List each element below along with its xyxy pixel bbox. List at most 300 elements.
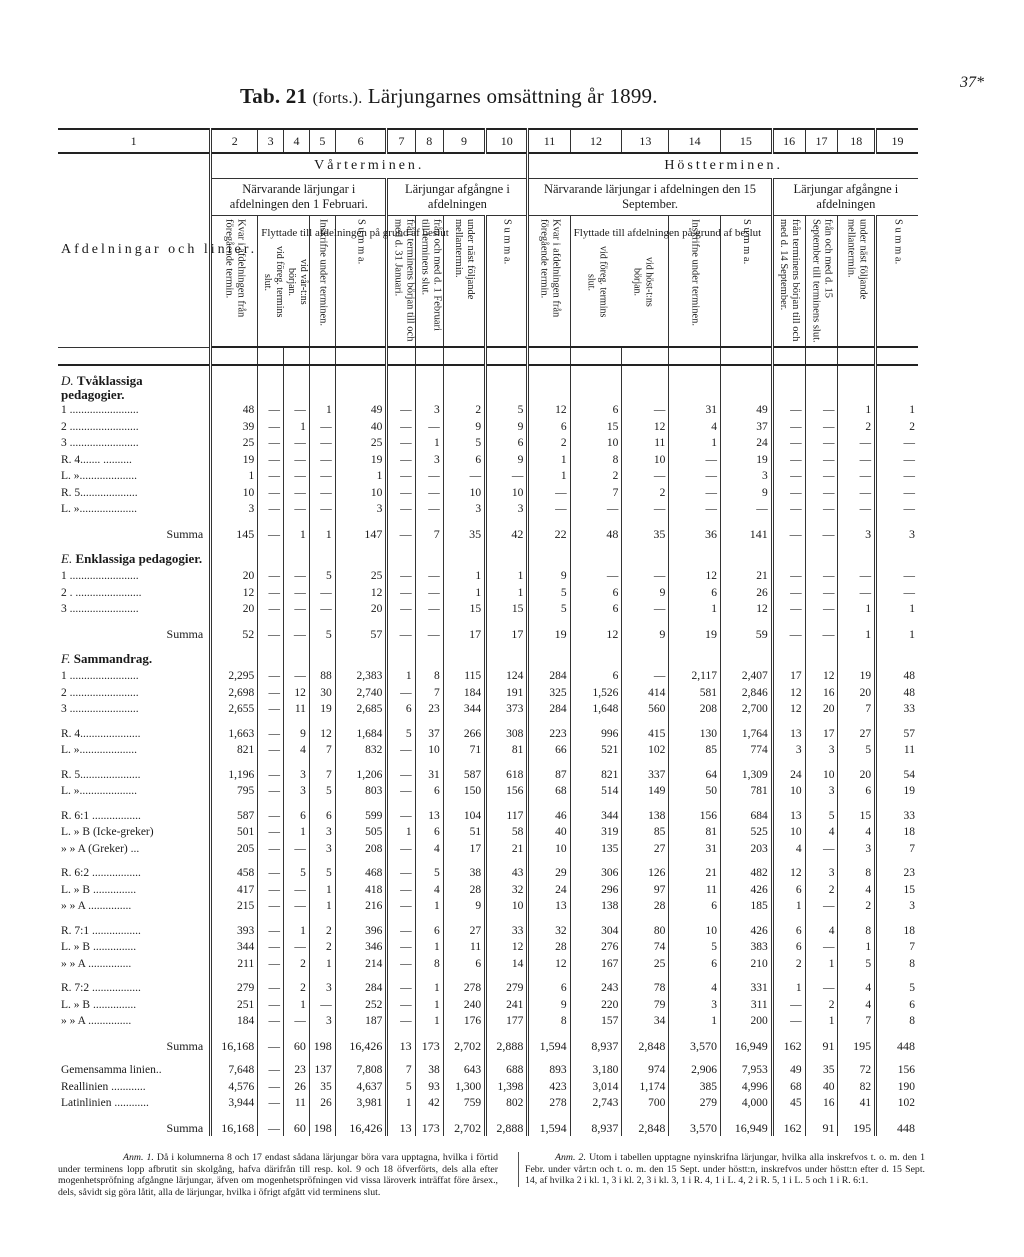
column-header-text: vid höst-t:ns början. xyxy=(631,257,655,307)
footnote-2-text: Utom i tabellen upptagne nyinskrifna lärjungar, hvilka alla inskrefvos t. o. m. den 1 Febr. under vårt:n och t. o. m. den 15 Sept. under höstt:n, inskrefvos under höstt:n efter d. 15 Sept. 14, af hvilka 2 i kl. 1, 3 i kl. 2, 3 i kl. 3, 1 i R. 4, 1 i L. 4, 2 i R. 5, 1 i L. 5 och 1 i R. 6:1. xyxy=(525,1152,925,1186)
spacer xyxy=(415,518,443,526)
column-header-text: S u m m a. xyxy=(892,219,904,265)
value-cell: 85 xyxy=(622,824,669,841)
spacer xyxy=(387,800,415,808)
value-cell: 51 xyxy=(443,824,485,841)
value-cell: — xyxy=(309,601,335,618)
value-cell: 173 xyxy=(415,1038,443,1055)
column-header xyxy=(387,216,415,348)
spacer xyxy=(387,1030,415,1038)
value-cell: 24 xyxy=(772,767,805,784)
value-cell: 200 xyxy=(721,1013,773,1030)
value-cell: — xyxy=(387,865,415,882)
value-cell: 521 xyxy=(570,742,622,759)
spacer xyxy=(486,759,528,767)
value-cell: 185 xyxy=(721,898,773,915)
value-cell: 78 xyxy=(622,980,669,997)
value-cell: 5 xyxy=(309,783,335,800)
spacer xyxy=(387,518,415,526)
value-cell: 774 xyxy=(721,742,773,759)
row-label: R. 7:2 ................. xyxy=(61,982,141,995)
column-header-text: vid vår-t:ns början. xyxy=(286,259,310,305)
value-cell: 482 xyxy=(721,865,773,882)
value-cell: 3,981 xyxy=(335,1095,387,1112)
spacer xyxy=(486,542,528,568)
value-cell: 3 xyxy=(876,898,918,915)
value-cell: — xyxy=(387,568,415,585)
value-cell: 3 xyxy=(309,824,335,841)
section-letter: E. xyxy=(61,551,73,566)
row-label: L. » B ............... xyxy=(61,998,137,1011)
spacer xyxy=(258,759,284,767)
spacer xyxy=(838,618,876,626)
value-cell: 6 xyxy=(528,980,570,997)
spacer xyxy=(838,972,876,980)
spacer xyxy=(58,1030,211,1038)
value-cell: 415 xyxy=(622,726,669,743)
row-label: » » A ............... xyxy=(61,900,132,913)
spacer xyxy=(721,718,773,726)
table-row xyxy=(58,808,918,825)
value-cell: 43 xyxy=(486,865,528,882)
value-cell: 210 xyxy=(721,956,773,973)
value-cell: — xyxy=(284,585,310,602)
value-cell: — xyxy=(622,468,669,485)
value-cell: 4 xyxy=(415,882,443,899)
spacer xyxy=(838,915,876,923)
value-cell: 74 xyxy=(622,939,669,956)
column-number: 12 xyxy=(570,129,622,153)
column-number: 16 xyxy=(772,129,805,153)
value-cell: 4,000 xyxy=(721,1095,773,1112)
value-cell: — xyxy=(669,452,721,469)
value-cell: 3 xyxy=(838,841,876,858)
value-cell: 587 xyxy=(211,808,258,825)
value-cell: 49 xyxy=(721,402,773,419)
spacer xyxy=(528,759,570,767)
value-cell: 331 xyxy=(721,980,773,997)
spacer xyxy=(415,915,443,923)
value-cell: — xyxy=(284,568,310,585)
value-cell: 2 xyxy=(622,485,669,502)
value-cell: 6 xyxy=(669,585,721,602)
value-cell: — xyxy=(622,668,669,685)
value-cell: 1 xyxy=(443,568,485,585)
spacer xyxy=(211,618,258,626)
value-cell: — xyxy=(805,435,838,452)
row-label: R. 6:1 ................. xyxy=(61,809,141,822)
row-label: Latinlinien ............ xyxy=(61,1097,149,1110)
value-cell: 373 xyxy=(486,701,528,718)
value-cell: 2 xyxy=(805,997,838,1014)
spacer xyxy=(721,1030,773,1038)
spacer xyxy=(622,1054,669,1062)
page-title xyxy=(240,84,658,109)
value-cell: 6 xyxy=(876,997,918,1014)
value-cell: 1,684 xyxy=(335,726,387,743)
value-cell: 3 xyxy=(721,468,773,485)
row-label: R. 6:2 ................. xyxy=(61,867,141,880)
value-cell: — xyxy=(258,767,284,784)
value-cell: 1 xyxy=(211,468,258,485)
value-cell: 20 xyxy=(838,685,876,702)
value-cell: 346 xyxy=(335,939,387,956)
spacer xyxy=(258,542,284,568)
value-cell: 344 xyxy=(443,701,485,718)
column-header-text: vid föreg. termins slut. xyxy=(262,246,286,318)
value-cell: 6 xyxy=(415,824,443,841)
value-cell: 9 xyxy=(721,485,773,502)
row-label: L. ».................... xyxy=(61,503,138,516)
value-cell: 25 xyxy=(622,956,669,973)
value-cell: — xyxy=(258,882,284,899)
value-cell: — xyxy=(838,485,876,502)
value-cell: 426 xyxy=(721,923,773,940)
section-heading-row xyxy=(58,642,918,668)
value-cell: — xyxy=(284,841,310,858)
value-cell: 241 xyxy=(486,997,528,1014)
value-cell: 5 xyxy=(387,726,415,743)
spacer xyxy=(211,1030,258,1038)
sub-header xyxy=(387,347,415,365)
value-cell: 1 xyxy=(284,526,310,543)
value-cell: — xyxy=(258,1095,284,1112)
value-cell: — xyxy=(387,939,415,956)
value-cell: 54 xyxy=(876,767,918,784)
value-cell: 1 xyxy=(669,601,721,618)
column-header-text: vid föreg. termins slut. xyxy=(585,246,609,318)
value-cell: 35 xyxy=(309,1079,335,1096)
spacer xyxy=(211,365,258,402)
table-row xyxy=(58,939,918,956)
row-label: 3 ........................ xyxy=(61,603,139,616)
spacer xyxy=(58,759,211,767)
value-cell: 448 xyxy=(876,1120,918,1137)
value-cell: 19 xyxy=(669,626,721,643)
value-cell: 68 xyxy=(528,783,570,800)
value-cell: 2,743 xyxy=(570,1095,622,1112)
spacer xyxy=(486,618,528,626)
value-cell: 418 xyxy=(335,882,387,899)
spacer xyxy=(838,365,876,402)
value-cell: — xyxy=(309,501,335,518)
value-cell: 18 xyxy=(876,923,918,940)
spacer xyxy=(58,972,211,980)
spacer xyxy=(309,857,335,865)
spacer-row xyxy=(58,759,918,767)
column-header xyxy=(211,216,258,348)
row-label: R. 4..................... xyxy=(61,727,141,740)
value-cell: 203 xyxy=(721,841,773,858)
value-cell: 2,655 xyxy=(211,701,258,718)
value-cell: — xyxy=(415,585,443,602)
spacer xyxy=(805,1030,838,1038)
spacer xyxy=(387,365,415,402)
spacer xyxy=(211,972,258,980)
value-cell: 156 xyxy=(876,1062,918,1079)
value-cell: 15 xyxy=(876,882,918,899)
value-cell: 208 xyxy=(669,701,721,718)
value-cell: — xyxy=(772,501,805,518)
value-cell: — xyxy=(622,402,669,419)
value-cell: 501 xyxy=(211,824,258,841)
value-cell: 1 xyxy=(838,939,876,956)
value-cell: 26 xyxy=(309,1095,335,1112)
spacer xyxy=(309,800,335,808)
spacer xyxy=(443,1054,485,1062)
spacer xyxy=(772,365,805,402)
value-cell: — xyxy=(772,402,805,419)
spacer xyxy=(772,718,805,726)
value-cell: — xyxy=(876,585,918,602)
value-cell: 16,949 xyxy=(721,1120,773,1137)
spacer xyxy=(669,618,721,626)
value-cell: 5 xyxy=(669,939,721,956)
value-cell: 40 xyxy=(805,1079,838,1096)
sub-header xyxy=(284,347,310,365)
value-cell: 6 xyxy=(570,585,622,602)
spacer xyxy=(772,1030,805,1038)
spacer xyxy=(486,365,528,402)
spacer xyxy=(486,915,528,923)
spring-term-header: Vårterminen. xyxy=(211,153,528,179)
spacer xyxy=(622,365,669,402)
value-cell: 85 xyxy=(669,742,721,759)
value-cell: 19 xyxy=(721,452,773,469)
value-cell: 1,300 xyxy=(443,1079,485,1096)
spacer xyxy=(570,618,622,626)
value-cell: — xyxy=(387,485,415,502)
value-cell: 8 xyxy=(528,1013,570,1030)
value-cell: 20 xyxy=(211,601,258,618)
value-cell: — xyxy=(622,601,669,618)
column-header-text: Inskrifne under terminen. xyxy=(317,219,329,327)
spacer xyxy=(415,642,443,668)
value-cell: 18 xyxy=(876,824,918,841)
column-header-text: Kvar i afdelningen från föregående termin. xyxy=(223,219,247,318)
value-cell: — xyxy=(284,468,310,485)
spacer xyxy=(309,718,335,726)
value-cell: — xyxy=(387,452,415,469)
value-cell: 12 xyxy=(570,626,622,643)
value-cell: 220 xyxy=(570,997,622,1014)
spacer xyxy=(772,618,805,626)
value-cell: 12 xyxy=(528,956,570,973)
value-cell: 795 xyxy=(211,783,258,800)
value-cell: 52 xyxy=(211,626,258,643)
spacer xyxy=(443,759,485,767)
value-cell: 16 xyxy=(805,685,838,702)
value-cell: 4,576 xyxy=(211,1079,258,1096)
value-cell: 16,426 xyxy=(335,1120,387,1137)
value-cell: 2 xyxy=(570,468,622,485)
value-cell: 7,953 xyxy=(721,1062,773,1079)
value-cell: — xyxy=(284,898,310,915)
value-cell: 93 xyxy=(415,1079,443,1096)
value-cell: — xyxy=(772,1013,805,1030)
value-cell: — xyxy=(387,435,415,452)
value-cell: 9 xyxy=(622,585,669,602)
spacer xyxy=(309,542,335,568)
value-cell: — xyxy=(415,468,443,485)
spacer xyxy=(443,857,485,865)
value-cell: 3 xyxy=(284,783,310,800)
column-header-text: S u m m a. xyxy=(740,219,752,265)
value-cell: 319 xyxy=(570,824,622,841)
value-cell: — xyxy=(387,501,415,518)
column-header xyxy=(528,216,570,348)
value-cell: 5 xyxy=(838,742,876,759)
spacer xyxy=(876,618,918,626)
value-cell: — xyxy=(387,956,415,973)
sub-header xyxy=(415,347,443,365)
table-row xyxy=(58,841,918,858)
spacer xyxy=(258,915,284,923)
value-cell: 17 xyxy=(443,626,485,643)
value-cell: — xyxy=(838,568,876,585)
value-cell: — xyxy=(876,485,918,502)
spacer xyxy=(805,718,838,726)
value-cell: 505 xyxy=(335,824,387,841)
value-cell: 15 xyxy=(486,601,528,618)
column-number: 1 xyxy=(58,129,211,153)
spacer xyxy=(335,1112,387,1120)
spacer xyxy=(58,518,211,526)
row-label: R. 5.................... xyxy=(61,486,138,499)
column-number: 10 xyxy=(486,129,528,153)
value-cell: 20 xyxy=(211,568,258,585)
spacer xyxy=(486,857,528,865)
value-cell: — xyxy=(387,626,415,643)
value-cell: 2,117 xyxy=(669,668,721,685)
value-cell: 2,888 xyxy=(486,1038,528,1055)
value-cell: 618 xyxy=(486,767,528,784)
value-cell: — xyxy=(309,468,335,485)
spacer xyxy=(415,1112,443,1120)
value-cell: 97 xyxy=(622,882,669,899)
value-cell: 12 xyxy=(805,668,838,685)
value-cell: 13 xyxy=(387,1038,415,1055)
value-cell: 5 xyxy=(387,1079,415,1096)
column-header xyxy=(486,216,528,348)
value-cell: 337 xyxy=(622,767,669,784)
value-cell: — xyxy=(387,402,415,419)
value-cell: 1,398 xyxy=(486,1079,528,1096)
spacer xyxy=(415,1030,443,1038)
value-cell: 40 xyxy=(335,419,387,436)
value-cell: 9 xyxy=(486,419,528,436)
spacer xyxy=(335,365,387,402)
value-cell: — xyxy=(387,419,415,436)
value-cell: 33 xyxy=(486,923,528,940)
sub-header xyxy=(258,347,284,365)
section-letter: F. xyxy=(61,651,71,666)
value-cell: — xyxy=(284,452,310,469)
value-cell: 184 xyxy=(211,1013,258,1030)
spacer xyxy=(876,642,918,668)
value-cell: — xyxy=(772,585,805,602)
spacer xyxy=(876,972,918,980)
value-cell: — xyxy=(805,485,838,502)
value-cell: — xyxy=(772,419,805,436)
spacer xyxy=(415,857,443,865)
spacer xyxy=(570,972,622,980)
value-cell: 3,014 xyxy=(570,1079,622,1096)
value-cell: — xyxy=(309,452,335,469)
spacer xyxy=(876,518,918,526)
value-cell: 2 xyxy=(838,419,876,436)
value-cell: 6 xyxy=(838,783,876,800)
value-cell: 49 xyxy=(772,1062,805,1079)
spacer xyxy=(486,800,528,808)
value-cell: 223 xyxy=(528,726,570,743)
column-number: 9 xyxy=(443,129,485,153)
value-cell: 974 xyxy=(622,1062,669,1079)
spacer xyxy=(486,1112,528,1120)
value-cell: 50 xyxy=(669,783,721,800)
value-cell: — xyxy=(387,783,415,800)
value-cell: — xyxy=(387,585,415,602)
value-cell: 59 xyxy=(721,626,773,643)
spacer xyxy=(528,518,570,526)
value-cell: 7 xyxy=(876,841,918,858)
table-row xyxy=(58,1079,918,1096)
spacer xyxy=(443,518,485,526)
row-label: L. » B ............... xyxy=(61,883,137,896)
value-cell: 296 xyxy=(570,882,622,899)
value-cell: 2 xyxy=(772,956,805,973)
value-cell: — xyxy=(387,808,415,825)
value-cell: 25 xyxy=(211,435,258,452)
spacer xyxy=(528,800,570,808)
value-cell: 45 xyxy=(772,1095,805,1112)
value-cell: 29 xyxy=(528,865,570,882)
value-cell: 10 xyxy=(486,485,528,502)
value-cell: — xyxy=(258,452,284,469)
spacer xyxy=(838,857,876,865)
spacer xyxy=(335,642,387,668)
spacer xyxy=(772,800,805,808)
row-label: 1 ........................ xyxy=(61,570,139,583)
value-cell: — xyxy=(258,783,284,800)
value-cell: 2,846 xyxy=(721,685,773,702)
value-cell: 1,594 xyxy=(528,1120,570,1137)
spacer xyxy=(669,857,721,865)
spacer-row xyxy=(58,1030,918,1038)
spacer xyxy=(415,718,443,726)
spacer xyxy=(805,518,838,526)
column-number: 14 xyxy=(669,129,721,153)
table-row xyxy=(58,685,918,702)
value-cell: 3,180 xyxy=(570,1062,622,1079)
spacer xyxy=(721,518,773,526)
spacer xyxy=(838,1054,876,1062)
value-cell: 344 xyxy=(211,939,258,956)
value-cell: — xyxy=(258,808,284,825)
spacer xyxy=(443,915,485,923)
value-cell: 1 xyxy=(528,468,570,485)
value-cell: 16,949 xyxy=(721,1038,773,1055)
spring-present-header: Närvarande lärjungar i afdelningen den 1 Februari. xyxy=(211,179,387,216)
value-cell: 138 xyxy=(570,898,622,915)
value-cell: 396 xyxy=(335,923,387,940)
value-cell: — xyxy=(258,939,284,956)
spacer xyxy=(622,618,669,626)
value-cell: — xyxy=(387,526,415,543)
value-cell: — xyxy=(258,923,284,940)
value-cell: 1 xyxy=(486,568,528,585)
value-cell: — xyxy=(486,468,528,485)
